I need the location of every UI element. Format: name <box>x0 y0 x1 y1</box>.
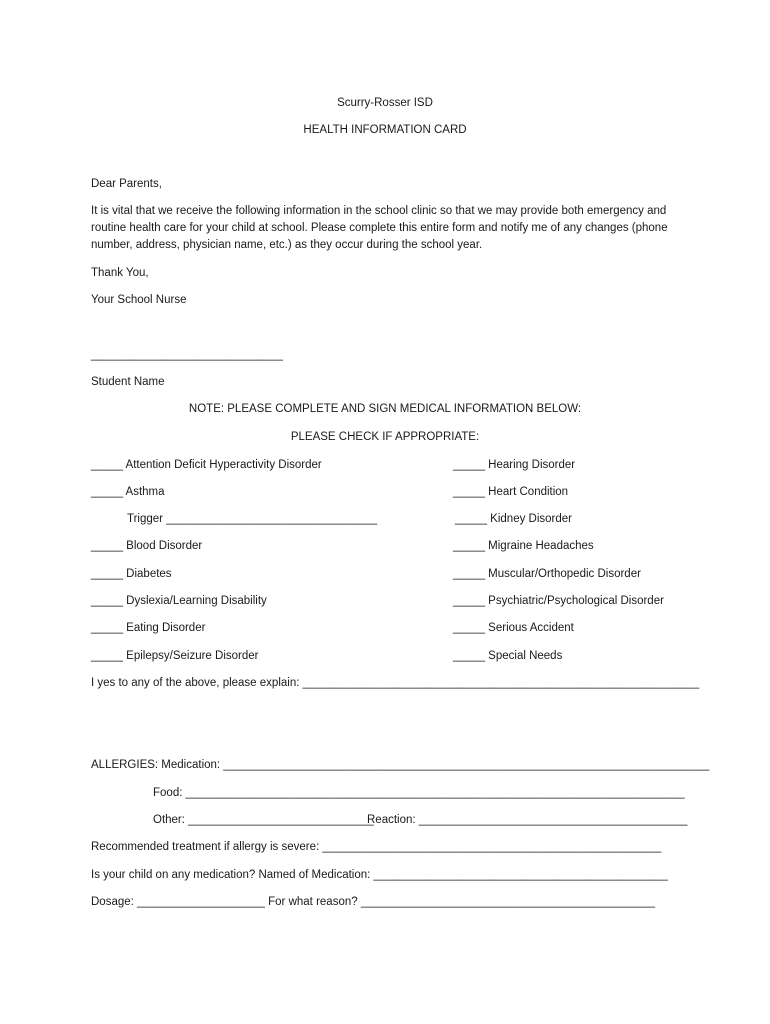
condition-diabetes[interactable]: _____ Diabetes <box>91 568 172 580</box>
condition-psychiatric[interactable]: _____ Psychiatric/Psychological Disorder <box>453 595 664 607</box>
form-title: HEALTH INFORMATION CARD <box>303 124 467 136</box>
condition-special-needs[interactable]: _____ Special Needs <box>453 650 563 662</box>
condition-kidney[interactable]: _____ Kidney Disorder <box>455 513 572 525</box>
condition-migraine[interactable]: _____ Migraine Headaches <box>453 540 594 552</box>
condition-adhd[interactable]: _____ Attention Deficit Hyperactivity Disorder <box>91 459 322 471</box>
allergy-medication-field[interactable]: ALLERGIES: Medication: ____________________________________________________________________________ <box>91 759 710 771</box>
explain-field[interactable]: I yes to any of the above, please explain: ______________________________________________________________ <box>91 677 700 689</box>
greeting: Dear Parents, <box>91 178 162 190</box>
allergy-reaction-field[interactable]: Reaction: __________________________________________ <box>367 814 688 826</box>
closing: Thank You, <box>91 267 149 279</box>
condition-blood-disorder[interactable]: _____ Blood Disorder <box>91 540 203 552</box>
letter-body: It is vital that we receive the following information in the school clinic so that we may provide both emergency and routine health care for your child at school. Please complete this entire form and notify me of any changes (phone number, address, physician name, etc.) as they occur during the school year. <box>91 205 668 251</box>
dosage-reason-field[interactable]: Dosage: ____________________ For what reason? ______________________________________________ <box>91 896 656 908</box>
check-instruction: PLEASE CHECK IF APPROPRIATE: <box>290 431 480 443</box>
student-name-field[interactable]: ______________________________ <box>91 349 283 361</box>
student-name-label: Student Name <box>91 376 165 388</box>
allergy-food-field[interactable]: Food: ______________________________________________________________________________ <box>153 787 685 799</box>
condition-muscular[interactable]: _____ Muscular/Orthopedic Disorder <box>453 568 641 580</box>
district-name: Scurry-Rosser ISD <box>337 97 433 109</box>
condition-dyslexia[interactable]: _____ Dyslexia/Learning Disability <box>91 595 267 607</box>
asthma-trigger-field[interactable]: Trigger _________________________________ <box>127 513 378 525</box>
condition-asthma[interactable]: _____ Asthma <box>91 486 165 498</box>
severe-allergy-treatment-field[interactable]: Recommended treatment if allergy is severe: _____________________________________________________ <box>91 841 662 853</box>
medication-name-field[interactable]: Is your child on any medication? Named of Medication: ______________________________________________ <box>91 869 668 881</box>
condition-eating-disorder[interactable]: _____ Eating Disorder <box>91 622 206 634</box>
allergy-other-field[interactable]: Other: _____________________________ <box>153 814 374 826</box>
signature: Your School Nurse <box>91 294 187 306</box>
condition-heart[interactable]: _____ Heart Condition <box>453 486 569 498</box>
note-heading: NOTE: PLEASE COMPLETE AND SIGN MEDICAL INFORMATION BELOW: <box>188 403 582 415</box>
condition-hearing[interactable]: _____ Hearing Disorder <box>453 459 576 471</box>
condition-serious-accident[interactable]: _____ Serious Accident <box>453 622 574 634</box>
condition-epilepsy[interactable]: _____ Epilepsy/Seizure Disorder <box>91 650 259 662</box>
